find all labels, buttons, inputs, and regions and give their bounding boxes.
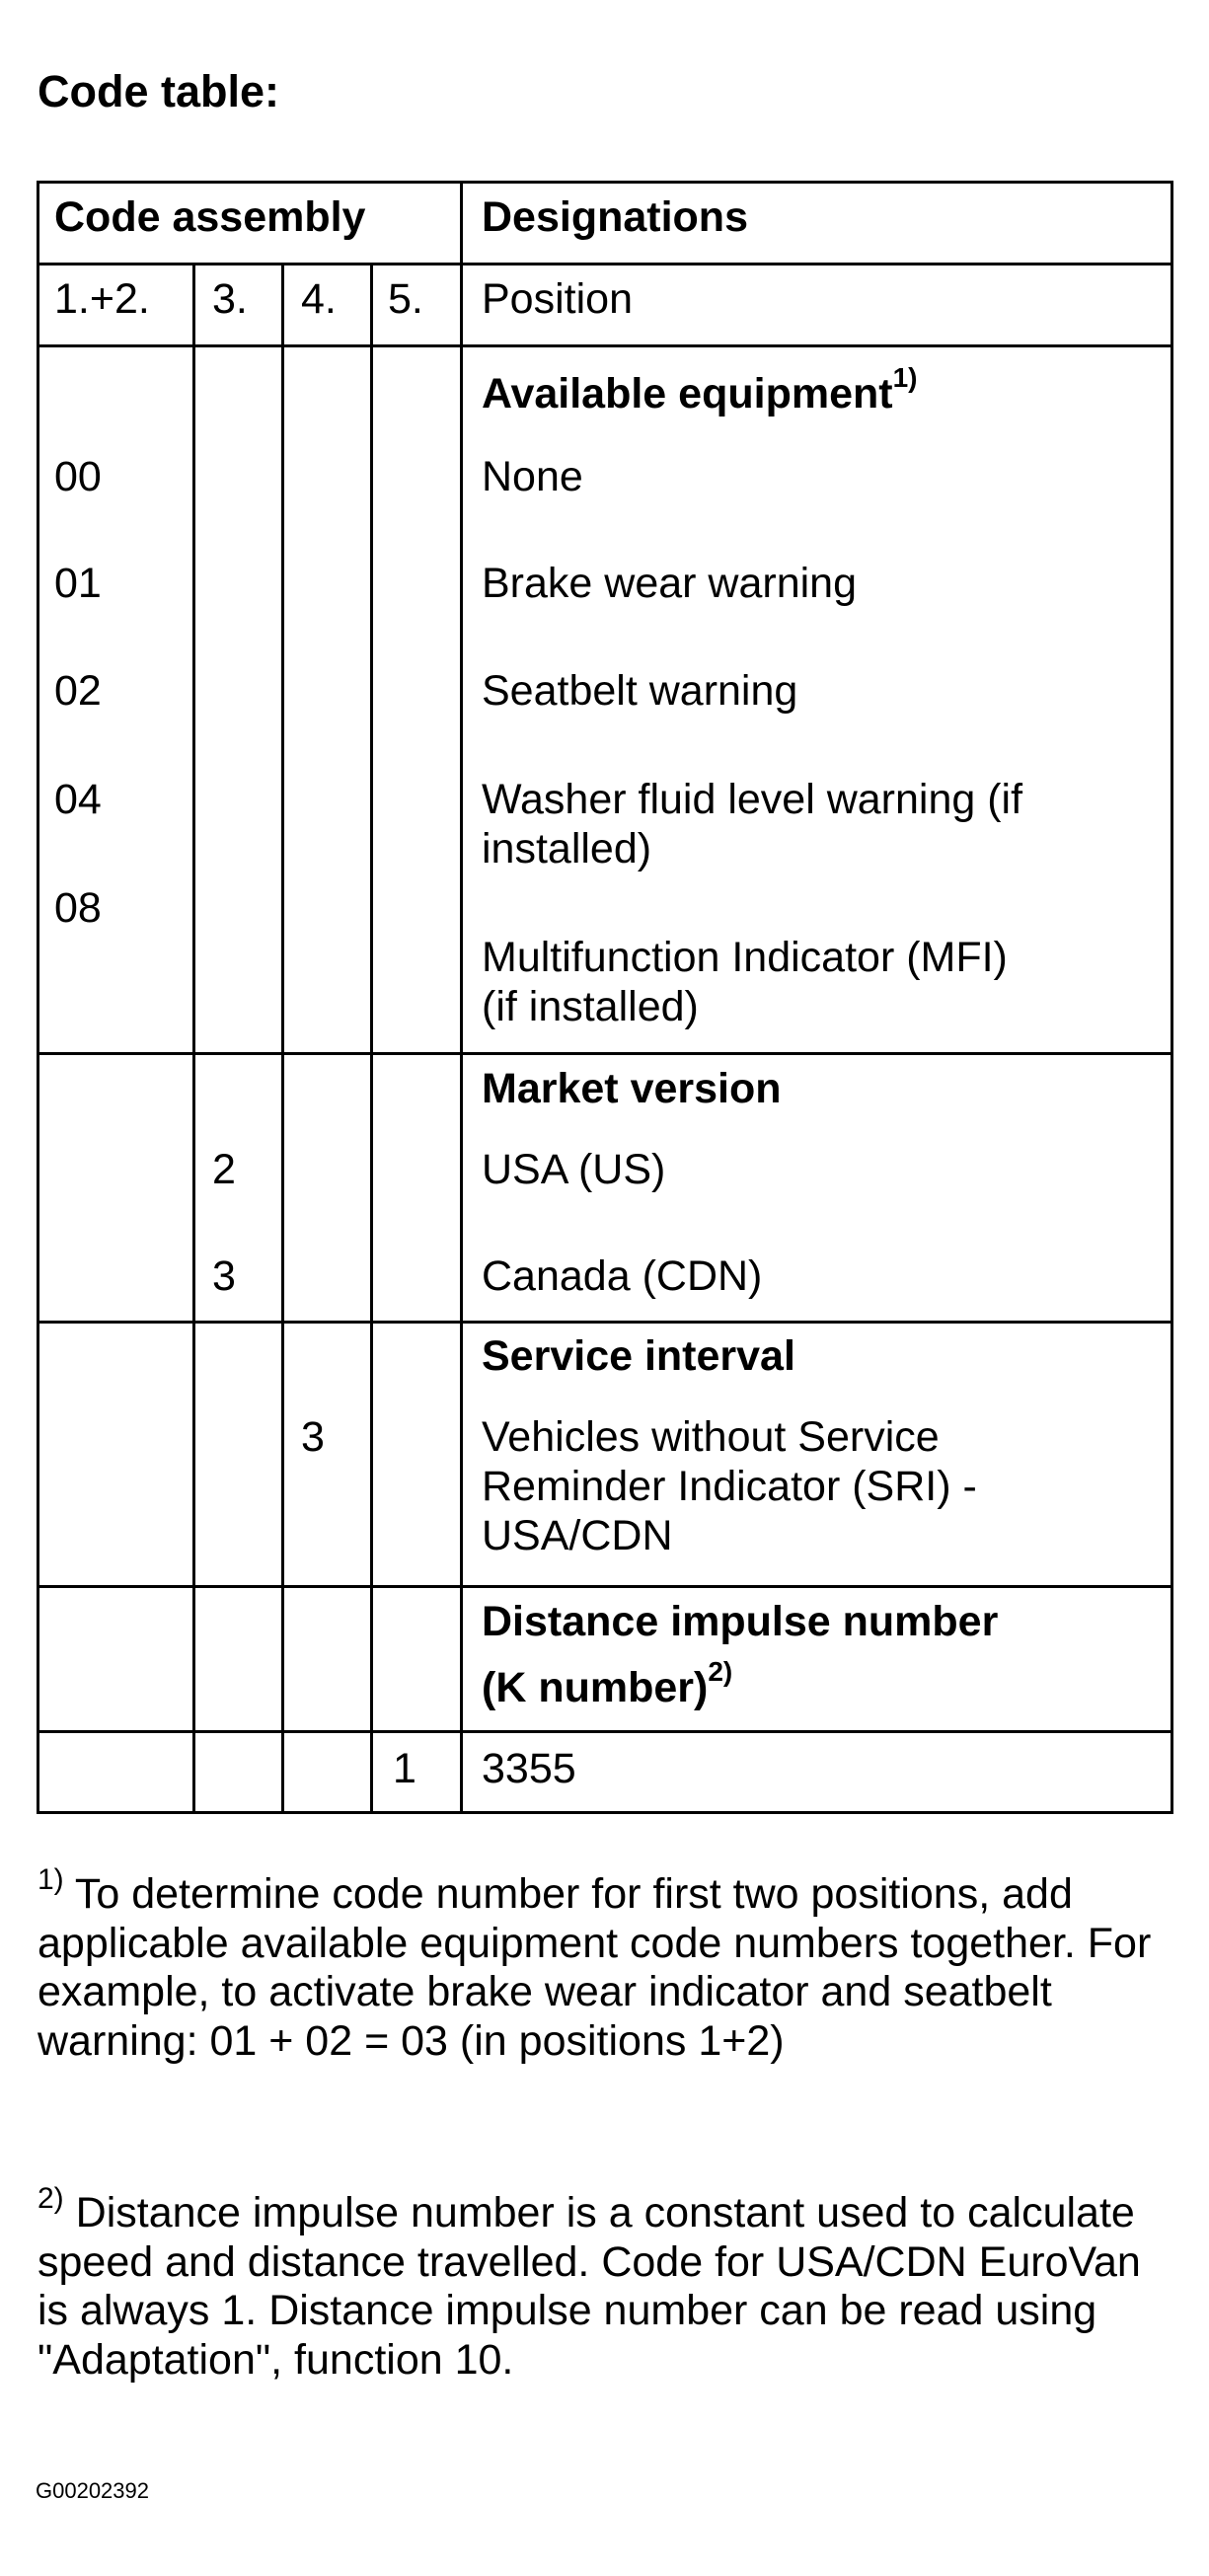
market-code-us: 2	[212, 1146, 236, 1193]
table-border-left	[37, 181, 39, 1814]
table-divider-header	[37, 263, 1173, 265]
equipment-heading	[482, 361, 918, 418]
footnote-2	[38, 2181, 1172, 2385]
last-row-value: 3355	[482, 1745, 576, 1792]
footnote-1-text: To determine code number for first two positions, add applicable available equipment code numbers together. For example, to activate brake wear indicator and seatbelt warning: 01 + 02 = 03 (in positions 1+2)	[38, 1870, 1152, 2065]
equipment-text-brake-wear: Brake wear warning	[482, 560, 858, 607]
table-divider-position	[37, 344, 1173, 347]
table-divider-service	[37, 1585, 1173, 1588]
footnote-1	[38, 1862, 1172, 2066]
equipment-text-none: None	[482, 453, 583, 500]
position-col-4: 4.	[301, 275, 337, 323]
header-designations: Designations	[482, 193, 748, 241]
table-divider-equipment	[37, 1052, 1173, 1055]
position-designation: Position	[482, 275, 633, 323]
table-border-bottom	[37, 1811, 1173, 1814]
equipment-text-washer-line1: Washer fluid level warning (if	[482, 776, 1023, 823]
equipment-code-00: 00	[54, 453, 102, 500]
table-col-divider-3	[192, 263, 195, 1814]
table-col-divider-4	[281, 263, 284, 1814]
equipment-code-08: 08	[54, 884, 102, 932]
footnote-ref-1: 1)	[892, 361, 918, 393]
table-border-top	[37, 181, 1173, 184]
table-divider-market	[37, 1321, 1173, 1324]
position-col-5: 5.	[388, 275, 423, 323]
distance-heading-line2	[482, 1655, 733, 1712]
service-text-line1: Vehicles without Service	[482, 1413, 940, 1461]
market-code-cdn: 3	[212, 1252, 236, 1300]
market-text-us: USA (US)	[482, 1146, 666, 1193]
service-heading: Service interval	[482, 1332, 795, 1380]
distance-heading-line1: Distance impulse number	[482, 1598, 999, 1645]
equipment-heading-text: Available equipment	[482, 370, 893, 417]
service-text-line2: Reminder Indicator (SRI) -	[482, 1463, 977, 1510]
table-col-divider-designations	[460, 181, 463, 1814]
last-row-code: 1	[393, 1745, 416, 1792]
service-code: 3	[301, 1413, 325, 1461]
service-text-line3: USA/CDN	[482, 1512, 673, 1559]
equipment-code-01: 01	[54, 560, 102, 607]
header-code-assembly: Code assembly	[54, 193, 366, 241]
footnote-2-mark: 2)	[38, 2181, 64, 2215]
footnote-ref-2: 2)	[708, 1655, 733, 1687]
equipment-text-washer-line2: installed)	[482, 825, 652, 872]
market-heading: Market version	[482, 1065, 782, 1112]
table-divider-distance	[37, 1730, 1173, 1733]
equipment-text-mfi-line2: (if installed)	[482, 983, 699, 1030]
market-text-cdn: Canada (CDN)	[482, 1252, 763, 1300]
position-col-1-2: 1.+2.	[54, 275, 150, 323]
table-col-divider-5	[370, 263, 373, 1814]
distance-heading-line2-text: (K number)	[482, 1664, 709, 1711]
equipment-text-seatbelt: Seatbelt warning	[482, 667, 798, 715]
figure-id: G00202392	[36, 2478, 149, 2503]
page-title: Code table:	[38, 66, 280, 116]
table-border-right	[1171, 181, 1173, 1814]
footnote-2-text: Distance impulse number is a constant used to calculate speed and distance travelled. Code for USA/CDN EuroVan is always 1. Distance impulse number can be read using "Adaptation", function 10.	[38, 2189, 1141, 2384]
footnote-1-mark: 1)	[38, 1862, 64, 1896]
equipment-text-mfi-line1: Multifunction Indicator (MFI)	[482, 934, 1008, 981]
position-col-3: 3.	[212, 275, 248, 323]
equipment-code-02: 02	[54, 667, 102, 715]
equipment-code-04: 04	[54, 776, 102, 823]
